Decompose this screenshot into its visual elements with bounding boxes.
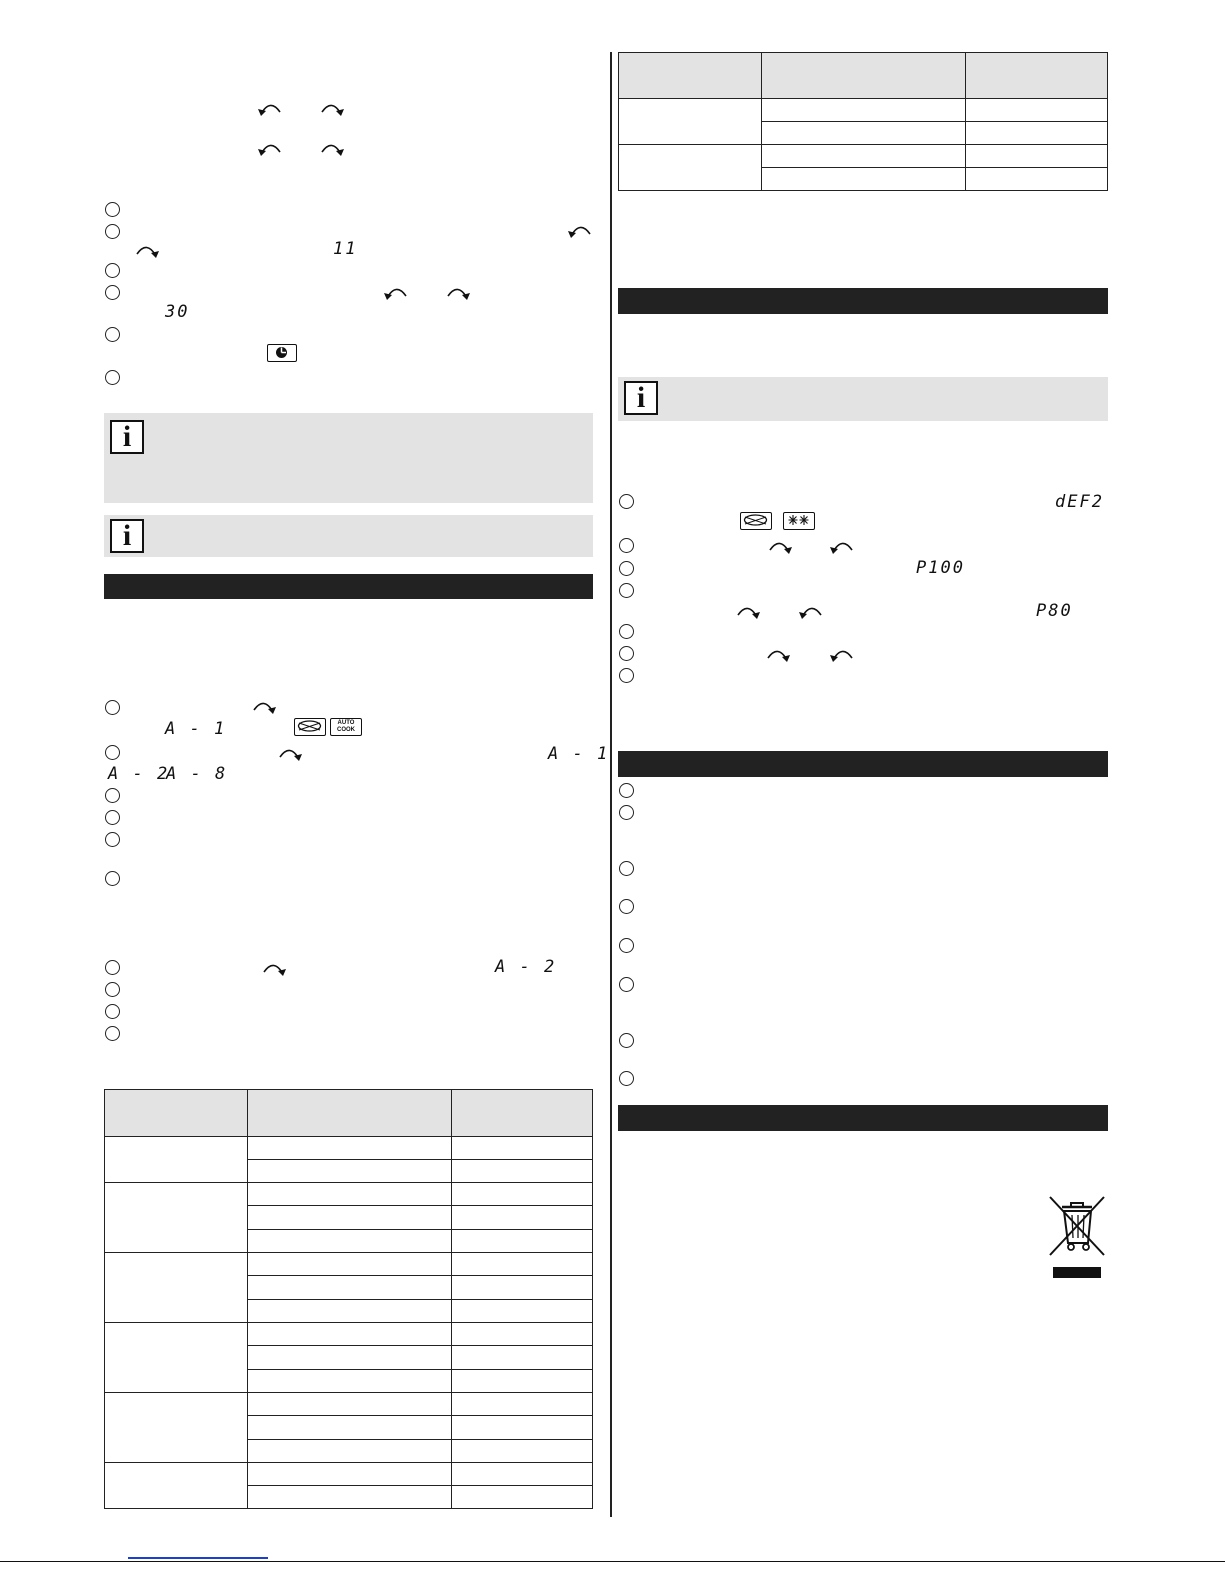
info-note [618,377,1108,421]
display-code-p100: P100 [916,558,965,578]
table-cell [248,1486,452,1509]
table-cell [248,1276,452,1300]
step-marker [105,700,120,715]
table-header-cell [452,1090,593,1137]
display-code-11: 11 [333,239,358,259]
table-cell [452,1183,593,1206]
table-header-cell [105,1090,248,1137]
display-code-30: 30 [165,302,190,322]
step-marker [619,583,634,598]
timer-button-icon [267,344,297,362]
table-cell [105,1463,248,1509]
clockwise-arrow-icon [734,603,762,621]
table-cell [452,1486,593,1509]
step-marker [619,646,634,661]
table-cell [452,1463,593,1486]
table-cell [452,1346,593,1370]
table-cell [619,99,762,145]
step-marker [105,370,120,385]
display-code-a2: A - 2 [108,764,170,784]
table-header-cell [248,1090,452,1137]
table-cell [452,1276,593,1300]
clockwise-arrow-icon [250,698,278,716]
table-cell [762,168,966,191]
clockwise-arrow-icon [766,538,794,556]
table-cell [452,1160,593,1183]
table-cell [452,1323,593,1346]
table-cell [966,145,1108,168]
display-code-a1: A - 1 [548,744,610,764]
step-marker [619,538,634,553]
section-header-bar [104,574,593,599]
step-marker [619,1033,634,1048]
table-cell [619,145,762,191]
counterclockwise-arrow-icon [256,100,284,118]
table-cell [248,1393,452,1416]
step-marker [105,263,120,278]
info-icon: i [110,519,144,553]
counterclockwise-arrow-icon [828,646,856,664]
auto-cook-table [104,1089,593,1509]
table-header-cell [762,53,966,99]
table-cell [248,1370,452,1393]
table-cell [248,1440,452,1463]
step-marker [619,624,634,639]
table-cell [248,1160,452,1183]
step-marker [619,1071,634,1086]
step-marker [619,977,634,992]
step-marker [619,899,634,914]
step-marker [105,224,120,239]
table-cell [105,1253,248,1323]
table-cell [248,1463,452,1486]
table-cell [762,145,966,168]
counterclockwise-arrow-icon [566,222,594,240]
step-marker [105,832,120,847]
table-cell [248,1230,452,1253]
step-marker [105,745,120,760]
table-cell [248,1183,452,1206]
display-code-p80: P80 [1036,601,1073,621]
defrost-snowflake-icon [783,512,815,530]
table-cell [452,1253,593,1276]
info-icon: i [624,381,658,415]
table-cell [248,1323,452,1346]
info-note [104,515,593,557]
clockwise-arrow-icon [276,745,304,763]
clockwise-arrow-icon [260,960,288,978]
clockwise-arrow-icon [318,140,346,158]
microwave-icon [294,718,326,736]
step-marker [105,285,120,300]
section-header-bar [618,751,1108,777]
auto-cook-icon: AUTO COOK [330,718,362,736]
defrost-table [618,52,1108,191]
step-marker [105,1004,120,1019]
clockwise-arrow-icon [764,646,792,664]
table-cell [105,1323,248,1393]
step-marker [105,871,120,886]
footer-link[interactable] [128,1557,268,1559]
table-header-cell [966,53,1108,99]
counterclockwise-arrow-icon [382,284,410,302]
display-code-a8: A - 8 [166,764,228,784]
step-marker [619,783,634,798]
info-note [104,413,593,503]
table-cell [452,1206,593,1230]
step-marker [619,938,634,953]
display-code-a1: A - 1 [165,719,227,739]
info-icon: i [110,420,144,454]
table-cell [248,1137,452,1160]
counterclockwise-arrow-icon [797,603,825,621]
counterclockwise-arrow-icon [256,140,284,158]
table-cell [452,1300,593,1323]
step-marker [105,788,120,803]
step-marker [105,810,120,825]
table-cell [452,1393,593,1416]
clockwise-arrow-icon [318,100,346,118]
table-cell [452,1137,593,1160]
table-cell [452,1440,593,1463]
table-cell [762,99,966,122]
microwave-icon [740,512,772,530]
table-cell [248,1206,452,1230]
table-cell [248,1416,452,1440]
step-marker [105,1026,120,1041]
table-cell [966,168,1108,191]
clockwise-arrow-icon [444,284,472,302]
table-cell [966,99,1108,122]
footer-rule [0,1561,1225,1562]
column-divider [610,52,612,1517]
table-cell [966,122,1108,145]
section-header-bar [618,288,1108,314]
step-marker [619,805,634,820]
step-marker [105,327,120,342]
section-header-bar [618,1105,1108,1131]
step-marker [619,668,634,683]
table-cell [452,1370,593,1393]
step-marker [105,202,120,217]
step-marker [619,494,634,509]
table-cell [762,122,966,145]
counterclockwise-arrow-icon [828,538,856,556]
table-cell [248,1346,452,1370]
table-cell [105,1393,248,1463]
table-cell [452,1230,593,1253]
crossed-out-wheelie-bin-icon [1046,1193,1108,1279]
table-cell [248,1253,452,1276]
table-cell [105,1183,248,1253]
step-marker [619,561,634,576]
step-marker [105,982,120,997]
table-cell [105,1137,248,1183]
display-code-def2: dEF2 [1055,492,1104,512]
table-cell [452,1416,593,1440]
display-code-a2: A - 2 [495,957,557,977]
clockwise-arrow-icon [133,242,161,260]
step-marker [619,861,634,876]
table-cell [248,1300,452,1323]
table-header-cell [619,53,762,99]
step-marker [105,960,120,975]
